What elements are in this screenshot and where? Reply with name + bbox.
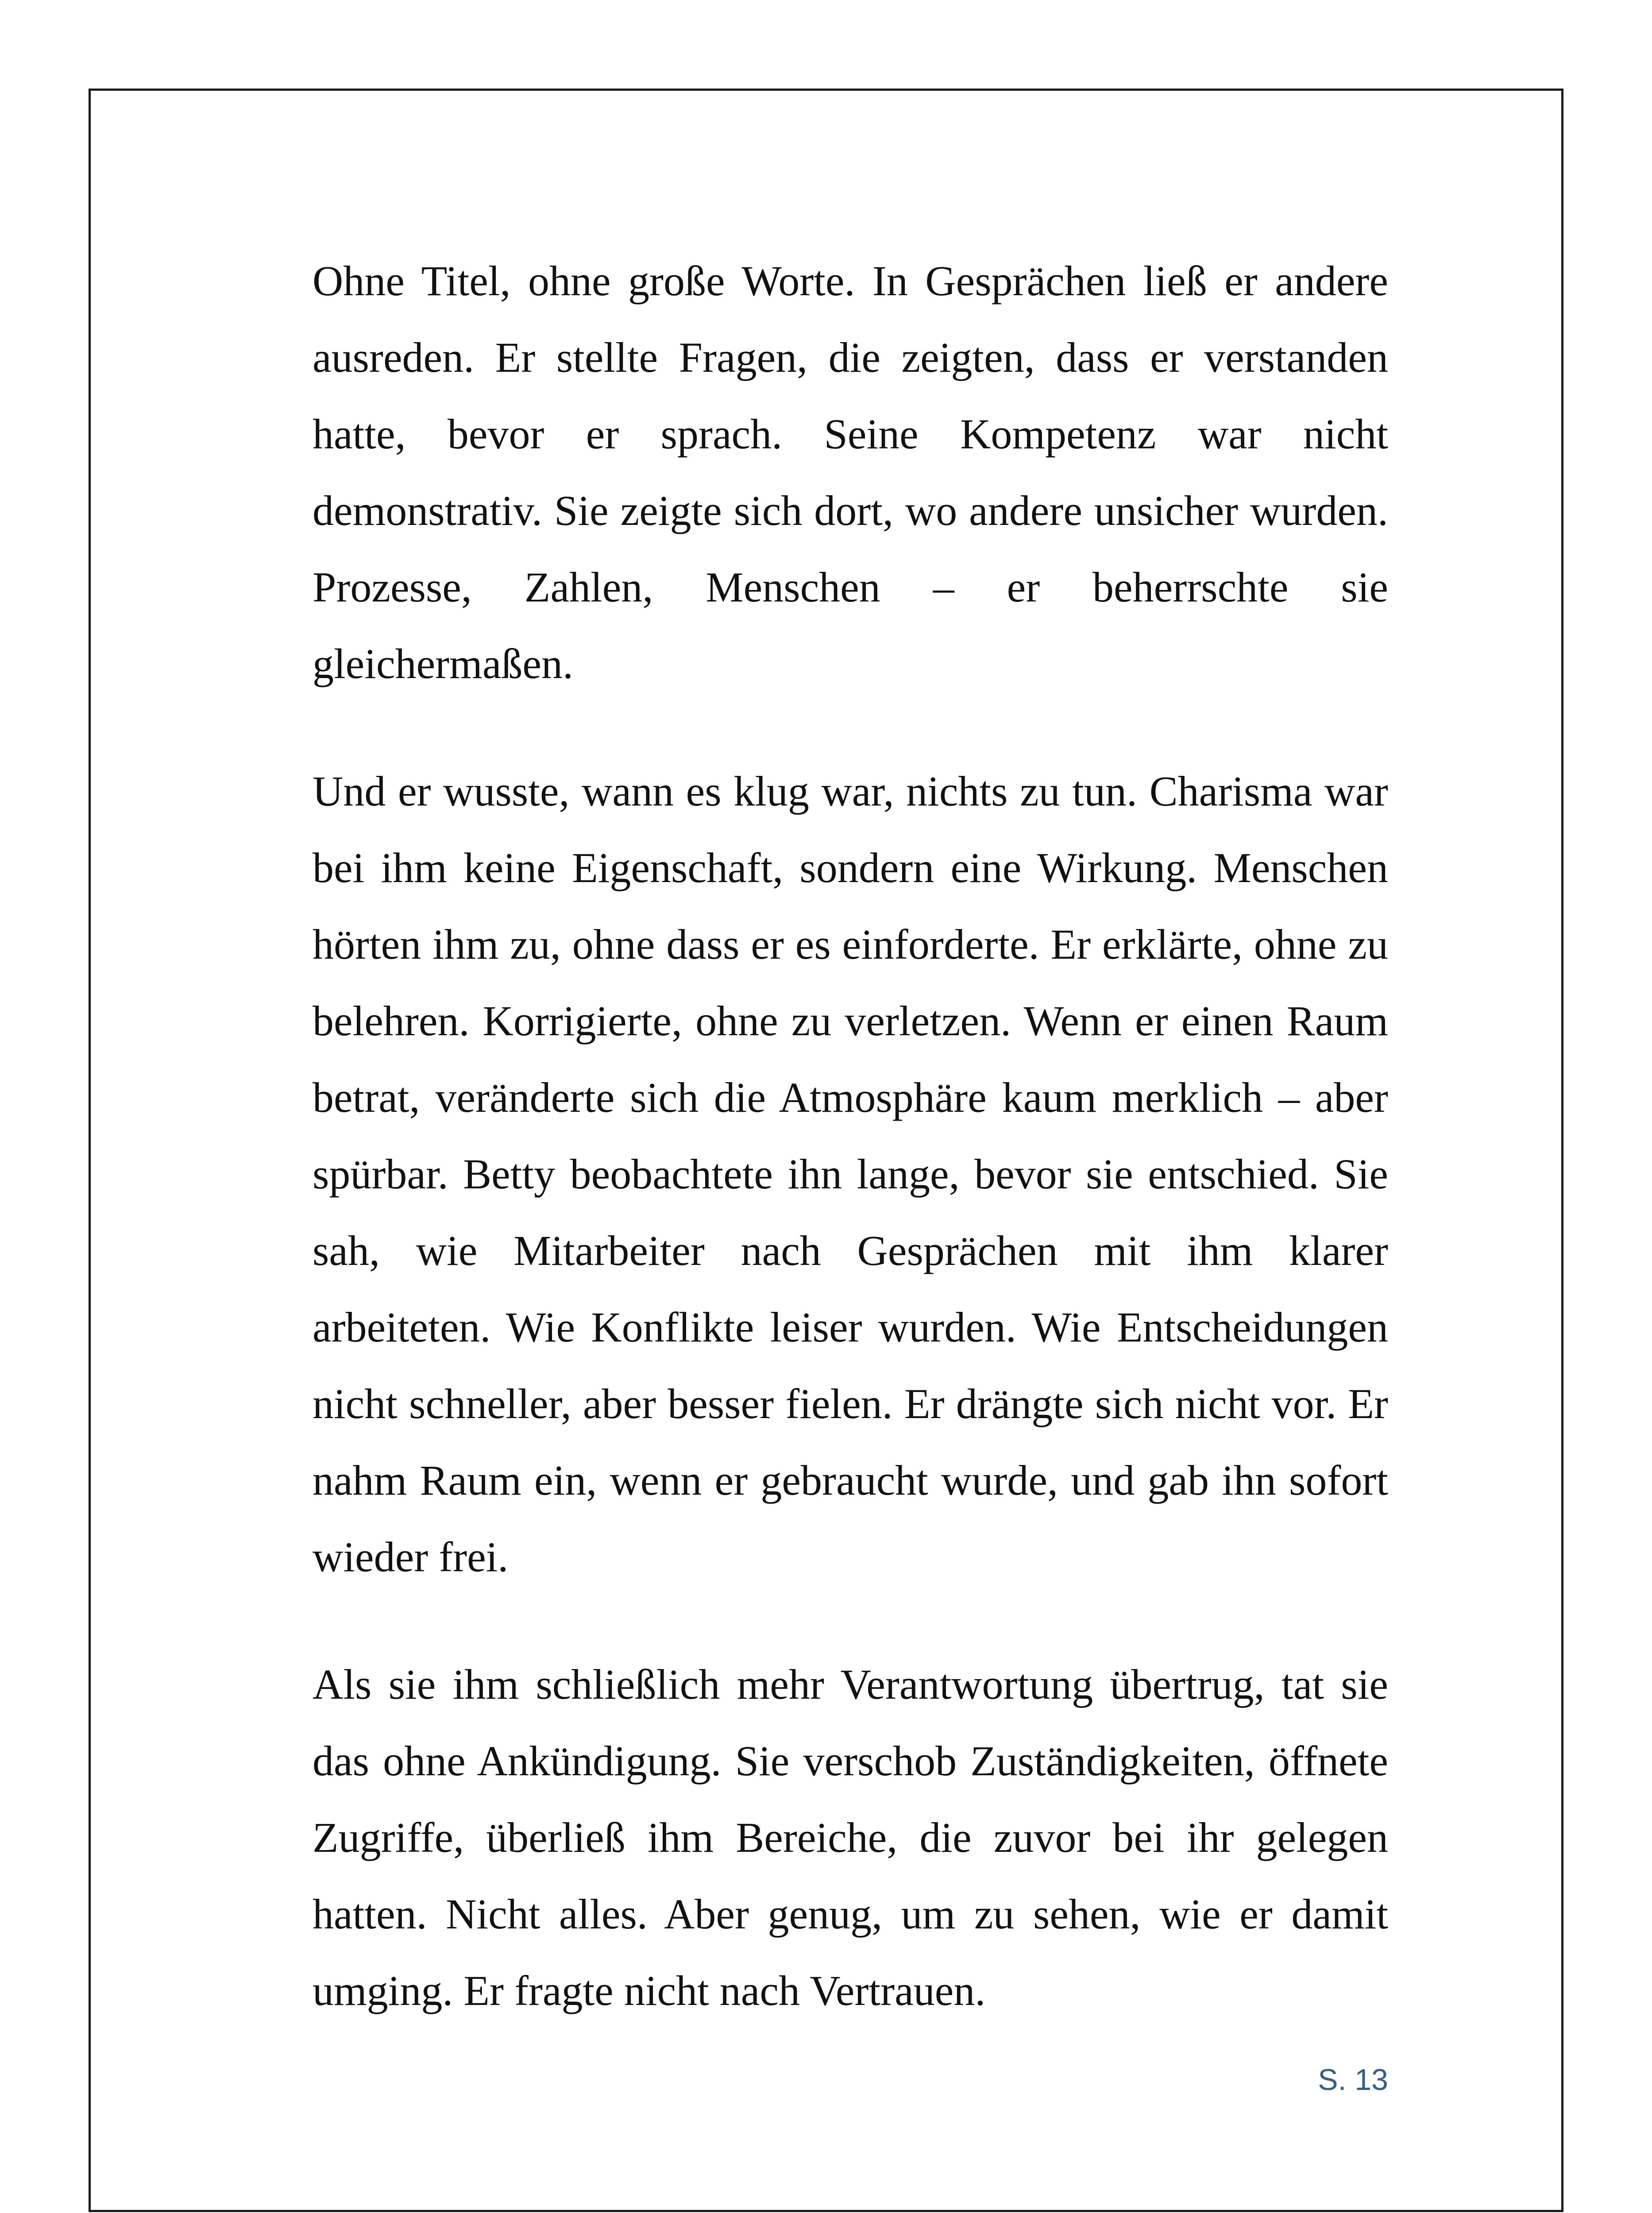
paragraph-2: Und er wusste, wann es klug war, nichts zu tun. Charisma war bei ihm keine Eigenschaft, sondern eine Wirkung. Menschen hörten ihm zu, ohne dass er es einforderte. Er erklärte, ohne zu belehren. Korrigierte, ohne zu verletzen. Wenn er einen Raum betrat, veränderte sich die Atmosphäre kaum merklich – aber spürbar. Betty beobachtete ihn lange, bevor sie entschied. Sie sah, wie Mitarbeiter nach Gesprächen mit ihm klarer arbeiteten. Wie Konflikte leiser wurden. Wie Entscheidungen nicht schneller, aber besser fielen. Er drängte sich nicht vor. Er nahm Raum ein, wenn er gebraucht wurde, und gab ihn sofort wieder frei.: [313, 767, 1388, 1581]
body-text: [313, 243, 1388, 2029]
paragraph-1: Ohne Titel, ohne große Worte. In Gesprächen ließ er andere ausreden. Er stellte Fragen, die zeigten, dass er verstanden hatte, bevor er sprach. Seine Kompetenz war nicht demonstrativ. Sie zeigte sich dort, wo andere unsicher wurden. Prozesse, Zahlen, Menschen – er beherrschte sie gleichermaßen.: [313, 257, 1388, 687]
page-number: S. 13: [1318, 2063, 1388, 2097]
paragraph-3: Als sie ihm schließlich mehr Verantwortung übertrug, tat sie das ohne Ankündigung. Sie verschob Zuständigkeiten, öffnete Zugriffe, überließ ihm Bereiche, die zuvor bei ihr gelegen hatten. Nicht alles. Aber genug, um zu sehen, wie er damit umging. Er fragte nicht nach Vertrauen.: [313, 1661, 1388, 2014]
